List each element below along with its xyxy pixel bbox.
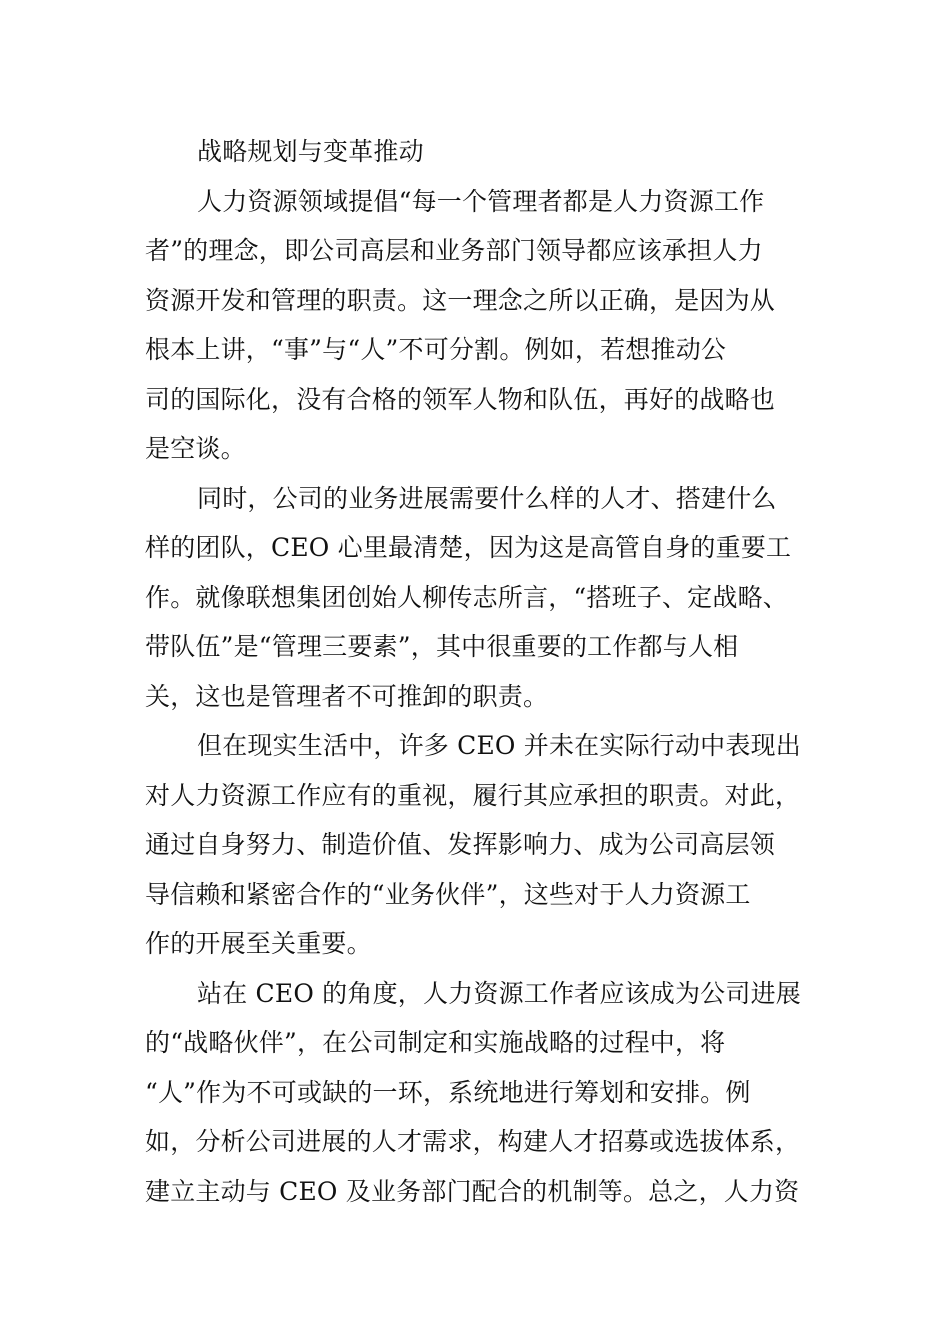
text-line: 的“战略伙伴”，在公司制定和实施战略的过程中，将 [145,1028,726,1057]
paragraph-1 [145,177,800,474]
text-line: 资源开发和管理的职责。这一理念之所以正确，是因为从 [145,285,776,315]
document-title: 战略规划与变革推动 [197,137,424,166]
paragraph-3 [145,721,800,969]
text-line: 通过自身努力、制造价值、发挥影响力、成为公司高层领 [145,830,776,859]
text-line: 作的开展至关重要。 [145,929,372,958]
text-line: 带队伍”是“管理三要素”，其中很重要的工作都与人相 [145,632,739,661]
text-line: 样的团队，CEO 心里最清楚，因为这是高管自身的重要工 [145,533,792,562]
text-line: 如，分析公司进展的人才需求，构建人才招募或选拔体系， [145,1127,801,1156]
text-line: 导信赖和紧密合作的“业务伙伴”，这些对于人力资源工 [145,879,751,909]
text-line: 人力资源领域提倡“每一个管理者都是人力资源工作 [197,186,765,216]
text-line: 同时，公司的业务进展需要什么样的人才、搭建什么 [197,483,777,513]
text-line: 但在现实生活中，许多 CEO 并未在实际行动中表现出 [197,731,801,760]
paragraph-2 [145,474,800,722]
text-line: 关，这也是管理者不可推卸的职责。 [145,681,549,711]
text-line: 站在 CEO 的角度，人力资源工作者应该成为公司进展 [197,978,801,1008]
text-line: 建立主动与 CEO 及业务部门配合的机制等。总之，人力资 [145,1176,800,1206]
text-line: 者”的理念，即公司高层和业务部门领导都应该承担人力 [145,236,763,265]
document-body [145,127,800,1216]
text-line: 是空谈。 [145,434,246,463]
text-line: “人”作为不可或缺的一环，系统地进行筹划和安排。例 [145,1077,751,1107]
paragraph-4 [145,969,800,1217]
text-line: 作。就像联想集团创始人柳传志所言，“搭班子、定战略、 [145,582,788,612]
text-line: 根本上讲，“事”与“人”不可分割。例如，若想推动公 [145,335,727,364]
text-line: 对人力资源工作应有的重视，履行其应承担的职责。对此， [145,780,801,810]
text-line: 司的国际化，没有合格的领军人物和队伍，再好的战略也 [145,384,776,414]
